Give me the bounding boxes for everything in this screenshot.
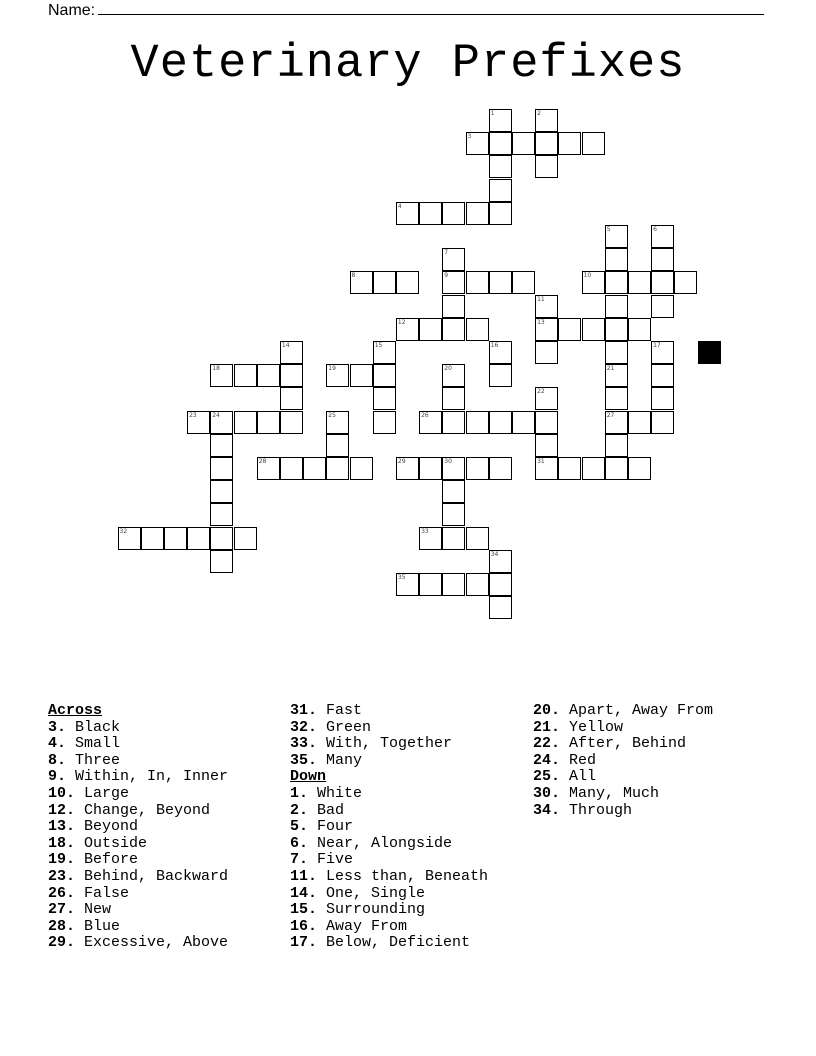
down-header: Down [290,768,327,786]
grid-cell[interactable] [489,155,512,178]
clue-number: 9. [48,768,67,786]
clue-number: 31. [290,702,318,719]
grid-cell[interactable] [442,387,465,410]
grid-cell[interactable] [210,364,233,387]
grid-cell[interactable] [605,295,628,318]
grid-cell[interactable] [489,411,512,434]
grid-cell[interactable] [326,411,349,434]
grid-cell[interactable] [419,573,442,596]
grid-cell[interactable] [605,225,628,248]
grid-cell[interactable] [535,411,558,434]
clue-number: 7. [290,851,309,869]
clue-text: New [75,901,112,919]
grid-cell[interactable] [164,527,187,550]
grid-cell[interactable] [628,457,651,480]
grid-cell[interactable] [605,411,628,434]
grid-cell[interactable] [489,457,512,480]
cell-number: 2 [537,110,541,117]
clue-number: 10. [48,784,76,802]
grid-cell[interactable] [558,457,581,480]
clue-text: Red [560,751,597,769]
clue-text: Blue [75,917,121,935]
cell-number: 6 [653,226,657,233]
clue-text: Surrounding [317,901,426,919]
page-title: Veterinary Prefixes [130,38,686,91]
grid-cell[interactable] [651,411,674,434]
clue-text: Away From [317,917,408,935]
grid-cell[interactable] [396,271,419,294]
clue-number: 13. [48,818,76,836]
grid-cell[interactable] [442,248,465,271]
grid-cell[interactable] [234,364,257,387]
across-clue [290,703,488,720]
grid-cell[interactable] [535,109,558,132]
grid-cell[interactable] [442,457,465,480]
grid-cell[interactable] [605,387,628,410]
grid-cell[interactable] [442,295,465,318]
cell-number: 24 [212,411,220,419]
clue-text: One, Single [317,884,426,902]
down-clue [290,902,488,919]
grid-cell[interactable] [628,271,651,294]
grid-cell[interactable] [442,527,465,550]
clue-text: Excessive, Above [75,934,229,952]
clue-column-3 [533,703,713,819]
across-clue [48,819,228,836]
grid-cell[interactable] [512,132,535,155]
clue-text: Through [560,801,633,819]
down-clue [290,935,488,952]
grid-cell[interactable] [280,411,303,434]
grid-cell[interactable] [210,457,233,480]
grid-cell[interactable] [350,364,373,387]
grid-cell[interactable] [280,341,303,364]
grid-cell[interactable] [466,318,489,341]
grid-cell[interactable] [234,527,257,550]
clue-number: 4. [48,735,67,753]
grid-cell[interactable] [489,132,512,155]
grid-cell[interactable] [373,341,396,364]
grid-cell[interactable] [280,457,303,480]
clue-text: Less than, Beneath [317,867,489,885]
across-clue [290,753,488,770]
grid-cell[interactable] [605,271,628,294]
grid-cell[interactable] [419,527,442,550]
clue-text: Four [308,818,354,836]
grid-cell[interactable] [280,387,303,410]
clue-number: 6. [290,834,309,852]
across-clue [48,886,228,903]
grid-cell[interactable] [535,155,558,178]
grid-cell[interactable] [141,527,164,550]
clue-text: Beyond [75,818,139,836]
grid-cell[interactable] [419,411,442,434]
clue-text: Within, In, Inner [66,768,229,786]
cell-number: 11 [537,295,545,303]
clue-number: 3. [48,718,67,736]
grid-cell[interactable] [442,573,465,596]
cell-number: 10 [583,272,592,280]
across-clue [48,753,228,770]
grid-cell[interactable] [210,411,233,434]
clue-number: 1. [290,784,309,802]
grid-cell[interactable] [651,364,674,387]
grid-cell[interactable] [489,573,512,596]
grid-cell[interactable] [489,550,512,573]
grid-cell[interactable] [582,271,605,294]
cell-number: 9 [444,272,449,280]
clue-text: With, Together [317,735,453,753]
clue-number: 29. [48,934,76,952]
cell-number: 8 [351,272,356,280]
grid-cell[interactable] [396,202,419,225]
down-clue [290,919,488,936]
cell-number: 23 [189,411,197,419]
grid-cell[interactable] [466,132,489,155]
clue-column-1 [48,703,228,952]
grid-cell[interactable] [396,573,419,596]
grid-cell[interactable] [396,318,419,341]
grid-cell[interactable] [466,202,489,225]
grid-cell[interactable] [466,271,489,294]
grid-cell[interactable] [651,225,674,248]
clue-number: 27. [48,901,76,919]
grid-cell[interactable] [535,457,558,480]
cell-number: 29 [397,458,406,465]
clue-number: 25. [533,768,561,786]
grid-cell[interactable] [466,527,489,550]
down-clue [533,703,713,720]
clue-number: 14. [290,884,318,902]
clue-number: 24. [533,751,561,769]
across-clue [290,720,488,737]
grid-cell[interactable] [651,341,674,364]
clue-text: Many, Much [560,784,660,802]
grid-cell[interactable] [466,573,489,596]
clue-number: 26. [48,884,76,902]
grid-cell[interactable] [489,271,512,294]
across-clue [48,736,228,753]
cell-number: 12 [397,318,406,326]
grid-cell[interactable] [419,318,442,341]
cell-number: 27 [606,411,615,419]
grid-cell[interactable] [535,387,558,410]
grid-cell[interactable] [489,109,512,132]
grid-cell[interactable] [605,341,628,364]
name-label: Name: [48,2,96,19]
grid-cell[interactable] [628,318,651,341]
clue-text: Many [317,751,363,769]
grid-cell[interactable] [210,527,233,550]
grid-cell[interactable] [419,457,442,480]
grid-cell[interactable] [373,387,396,410]
grid-cell[interactable] [512,411,535,434]
grid-cell[interactable] [674,271,697,294]
clue-number: 18. [48,834,76,852]
cell-number: 14 [281,342,290,349]
clue-number: 11. [290,867,318,885]
grid-cell[interactable] [326,434,349,457]
grid-cell[interactable] [605,318,628,341]
clue-text: Behind, Backward [75,867,229,885]
down-clue [290,836,488,853]
grid-cell[interactable] [558,318,581,341]
cell-number: 4 [397,202,402,210]
grid-cell[interactable] [651,271,674,294]
clue-number: 20. [533,702,561,719]
cell-number: 21 [606,365,615,373]
across-clue [48,720,228,737]
clue-text: Before [75,851,139,869]
clue-number: 30. [533,784,561,802]
grid-cell[interactable] [280,364,303,387]
grid-cell[interactable] [303,457,326,480]
grid-cell[interactable] [535,434,558,457]
clue-text: Large [75,784,130,802]
clue-text: Outside [75,834,148,852]
grid-cell[interactable] [466,457,489,480]
black-cell [698,341,721,364]
clue-text: Three [66,751,121,769]
grid-cell[interactable] [326,457,349,480]
grid-cell[interactable] [257,411,280,434]
grid-cell[interactable] [489,341,512,364]
clue-number: 8. [48,751,67,769]
grid-cell[interactable] [651,387,674,410]
across-clue [48,769,228,786]
down-clue [533,803,713,820]
clue-text: Apart, Away From [560,702,714,719]
down-clue [533,753,713,770]
cell-number: 31 [537,458,545,465]
clue-number: 16. [290,917,318,935]
cell-number: 19 [328,365,336,373]
grid-cell[interactable] [535,341,558,364]
cell-number: 30 [444,458,452,465]
grid-cell[interactable] [350,457,373,480]
cell-number: 34 [490,550,499,558]
grid-cell[interactable] [442,364,465,387]
grid-cell[interactable] [396,457,419,480]
across-clue [48,869,228,886]
cell-number: 18 [212,365,220,373]
clue-number: 15. [290,901,318,919]
cell-number: 28 [258,458,267,465]
across-clue [48,935,228,952]
grid-cell[interactable] [326,364,349,387]
grid-cell[interactable] [187,411,210,434]
clue-number: 5. [290,818,309,836]
clue-text: Green [317,718,372,736]
clue-text: Below, Deficient [317,934,471,952]
grid-cell[interactable] [605,457,628,480]
clue-number: 19. [48,851,76,869]
clue-number: 12. [48,801,76,819]
clue-text: Black [66,718,121,736]
grid-cell[interactable] [582,132,605,155]
clue-number: 21. [533,718,561,736]
cell-number: 25 [328,411,336,419]
clue-text: After, Behind [560,735,687,753]
grid-cell[interactable] [373,364,396,387]
grid-cell[interactable] [489,596,512,619]
down-clue [533,786,713,803]
grid-cell[interactable] [373,411,396,434]
grid-cell[interactable] [210,503,233,526]
grid-cell[interactable] [187,527,210,550]
grid-cell[interactable] [651,248,674,271]
grid-cell[interactable] [257,457,280,480]
cell-number: 5 [606,226,611,233]
across-clue [48,786,228,803]
grid-cell[interactable] [605,248,628,271]
cell-number: 3 [467,133,472,141]
clue-number: 28. [48,917,76,935]
down-clue [533,769,713,786]
grid-cell[interactable] [605,364,628,387]
down-clue [290,869,488,886]
grid-cell[interactable] [210,550,233,573]
clue-text: Yellow [560,718,624,736]
down-clue [290,803,488,820]
cell-number: 20 [444,365,452,373]
clue-text: Fast [317,702,363,719]
clue-text: White [308,784,363,802]
cell-number: 35 [397,574,406,581]
clue-text: Five [308,851,354,869]
across-clue [48,852,228,869]
across-clue [48,902,228,919]
cell-number: 33 [421,527,429,535]
across-clue [290,736,488,753]
clue-text: Change, Beyond [75,801,211,819]
grid-cell[interactable] [257,364,280,387]
clue-number: 33. [290,735,318,753]
clue-text: Small [66,735,121,753]
grid-cell[interactable] [234,411,257,434]
clue-text: All [560,768,597,786]
grid-cell[interactable] [628,411,651,434]
clue-number: 23. [48,867,76,885]
grid-cell[interactable] [442,503,465,526]
cell-number: 1 [490,110,495,117]
down-clue [290,786,488,803]
across-clue [48,836,228,853]
cell-number: 17 [653,342,661,349]
grid-cell[interactable] [442,202,465,225]
grid-cell[interactable] [373,271,396,294]
grid-cell[interactable] [210,434,233,457]
cell-number: 13 [537,318,545,326]
clue-number: 22. [533,735,561,753]
grid-cell[interactable] [350,271,373,294]
grid-cell[interactable] [442,318,465,341]
clue-number: 34. [533,801,561,819]
clue-text: Near, Alongside [308,834,453,852]
clue-number: 35. [290,751,318,769]
grid-cell[interactable] [582,457,605,480]
down-clue [533,720,713,737]
clue-column-2 [290,703,488,952]
grid-cell[interactable] [118,527,141,550]
grid-cell[interactable] [651,295,674,318]
clue-text: False [75,884,130,902]
grid-cell[interactable] [535,132,558,155]
down-clue [290,886,488,903]
grid-cell[interactable] [442,271,465,294]
cell-number: 32 [119,527,128,535]
grid-cell[interactable] [512,271,535,294]
grid-cell[interactable] [442,411,465,434]
grid-cell[interactable] [535,295,558,318]
down-clue [290,819,488,836]
grid-cell[interactable] [489,202,512,225]
grid-cell[interactable] [582,318,605,341]
grid-cell[interactable] [535,318,558,341]
clue-text: Bad [308,801,345,819]
grid-cell[interactable] [489,364,512,387]
clue-number: 17. [290,934,318,952]
cell-number: 7 [444,249,449,257]
grid-cell[interactable] [419,202,442,225]
down-clue [290,852,488,869]
grid-cell[interactable] [466,411,489,434]
across-header: Across [48,702,103,719]
cell-number: 26 [421,411,429,419]
cell-number: 16 [490,342,499,349]
grid-cell[interactable] [489,179,512,202]
grid-cell[interactable] [442,480,465,503]
down-clue [533,736,713,753]
grid-cell[interactable] [210,480,233,503]
clue-number: 32. [290,718,318,736]
clue-number: 2. [290,801,309,819]
cell-number: 15 [374,342,383,349]
grid-cell[interactable] [558,132,581,155]
across-clue [48,803,228,820]
grid-cell[interactable] [605,434,628,457]
across-clue [48,919,228,936]
cell-number: 22 [537,388,545,396]
